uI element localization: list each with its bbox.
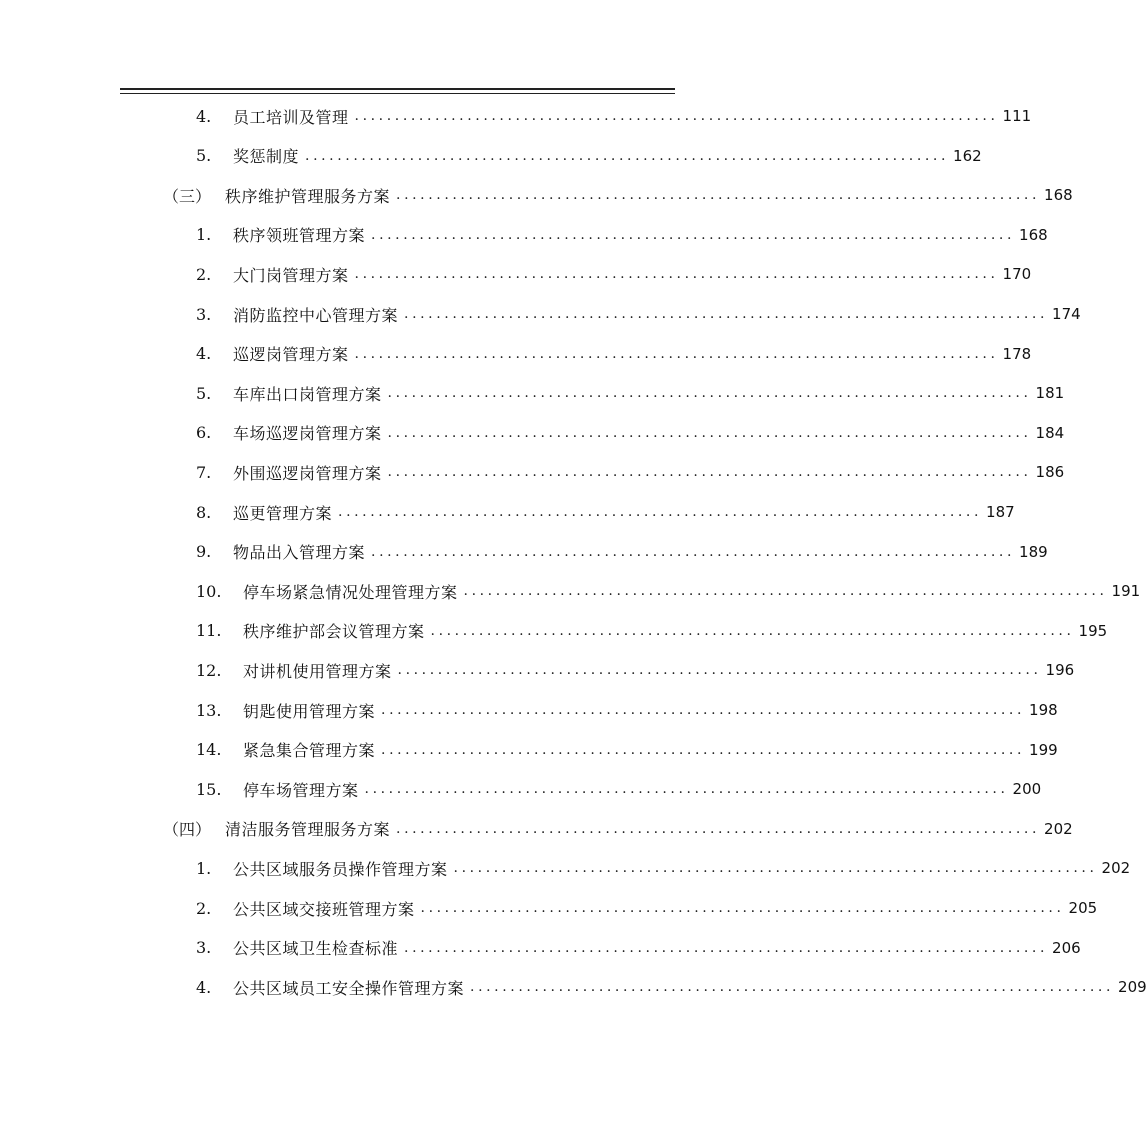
- toc-dot-leader: ................................................................................: [371, 543, 1016, 560]
- toc-dot-leader: ................................................................................: [396, 820, 1041, 837]
- toc-dot-leader: ................................................................................: [381, 741, 1026, 758]
- toc-entry[interactable]: [196, 893, 1098, 923]
- toc-entry-page: 191: [1111, 582, 1141, 601]
- toc-entry[interactable]: [196, 933, 1081, 963]
- toc-entry-title: 物品出入管理方案: [233, 543, 366, 563]
- toc-entry[interactable]: [196, 497, 1015, 527]
- toc-entry[interactable]: [196, 220, 1048, 250]
- toc-dot-leader: ................................................................................: [404, 306, 1049, 322]
- toc-dot-leader: ................................................................................: [354, 266, 999, 283]
- toc-dot-leader: ................................................................................: [396, 187, 1041, 204]
- toc-entry-number: 2.: [196, 898, 212, 918]
- toc-entry-page: 178: [1002, 344, 1032, 363]
- toc-entry-page: 170: [1002, 265, 1032, 284]
- toc-entry-page: 198: [1029, 701, 1058, 719]
- toc-entry[interactable]: [196, 537, 1048, 567]
- toc-dot-leader: ................................................................................: [430, 622, 1075, 639]
- toc-entry-number: （三）: [163, 186, 212, 206]
- toc-entry[interactable]: [196, 616, 1108, 646]
- toc-entry-title: 公共区域交接班管理方案: [233, 899, 415, 919]
- toc-entry[interactable]: [196, 853, 1131, 883]
- toc-entry-title: 清洁服务管理服务方案: [225, 820, 391, 840]
- toc-dot-leader: ................................................................................: [354, 108, 999, 124]
- toc-entry-page: 168: [1044, 186, 1073, 205]
- toc-entry-title: 员工培训及管理: [233, 107, 349, 127]
- toc-entry-number: 8.: [196, 502, 212, 522]
- toc-entry-number: 7.: [196, 462, 212, 482]
- toc-entry[interactable]: [196, 259, 1032, 289]
- toc-entry-number: 3.: [196, 304, 212, 324]
- toc-dot-leader: ................................................................................: [397, 662, 1042, 679]
- toc-entry-title: 车场巡逻岗管理方案: [233, 424, 382, 444]
- toc-dot-leader: ................................................................................: [387, 385, 1032, 402]
- toc-entry-page: 186: [1035, 463, 1065, 482]
- toc-entry-title: 外围巡逻岗管理方案: [233, 463, 382, 483]
- toc-entry-number: 12.: [196, 660, 222, 680]
- toc-entry-number: 11.: [196, 621, 222, 641]
- toc-entry[interactable]: [196, 457, 1065, 487]
- toc-entry-title: 秩序领班管理方案: [233, 226, 366, 246]
- toc-entry-page: 189: [1019, 542, 1048, 561]
- toc-entry-page: 200: [1012, 780, 1042, 799]
- toc-entry-page: 181: [1035, 384, 1065, 403]
- toc-entry-number: 14.: [196, 740, 222, 760]
- toc-entry-number: 6.: [196, 423, 212, 443]
- toc-entry-title: 车库出口岗管理方案: [233, 384, 382, 404]
- toc-entry-page: 187: [986, 503, 1015, 521]
- toc-entry[interactable]: [196, 418, 1065, 448]
- toc-entry-title: 巡逻岗管理方案: [233, 345, 349, 365]
- toc-dot-leader: ................................................................................: [338, 504, 983, 520]
- toc-entry-number: 13.: [196, 700, 222, 720]
- toc-entry-number: 10.: [196, 581, 222, 601]
- toc-dot-leader: ................................................................................: [387, 464, 1032, 481]
- toc-entry[interactable]: [196, 141, 982, 171]
- toc-entry-title: 公共区域卫生检查标准: [233, 939, 399, 959]
- header-rule-thin: [120, 93, 675, 94]
- toc-entry[interactable]: [196, 339, 1032, 369]
- toc-entry-page: 199: [1029, 740, 1058, 759]
- toc-entry-title: 大门岗管理方案: [233, 265, 349, 285]
- toc-entry-page: 205: [1068, 899, 1098, 917]
- toc-entry[interactable]: [196, 101, 1032, 131]
- toc-entry[interactable]: [196, 735, 1058, 765]
- toc-dot-leader: ................................................................................: [381, 702, 1026, 718]
- toc-dot-leader: ................................................................................: [354, 345, 999, 362]
- toc-dot-leader: ................................................................................: [305, 147, 950, 164]
- toc-entry-number: 9.: [196, 542, 212, 562]
- toc-entry-number: 1.: [196, 225, 212, 245]
- toc-entry-number: 15.: [196, 779, 222, 799]
- toc-entry-page: 202: [1101, 859, 1131, 878]
- toc-entry-page: 174: [1052, 305, 1081, 323]
- toc-entry-page: 162: [953, 146, 982, 165]
- toc-dot-leader: ................................................................................: [364, 781, 1009, 798]
- toc-dot-leader: ................................................................................: [463, 583, 1108, 600]
- toc-entry[interactable]: [196, 299, 1081, 329]
- toc-entry[interactable]: [196, 972, 1147, 1002]
- toc-entry-page: 195: [1078, 621, 1108, 640]
- toc-dot-leader: ................................................................................: [387, 424, 1032, 441]
- toc-entry-page: 168: [1019, 225, 1048, 244]
- toc-entry-page: 184: [1035, 423, 1065, 442]
- toc-entry-number: 3.: [196, 938, 212, 958]
- toc-entry-number: 5.: [196, 146, 212, 166]
- toc-entry-title: 秩序维护管理服务方案: [225, 186, 391, 206]
- toc-entry-title: 停车场管理方案: [243, 780, 359, 800]
- toc-entry-title: 秩序维护部会议管理方案: [243, 622, 425, 642]
- toc-entry-page: 196: [1045, 661, 1075, 680]
- toc-entry-number: 4.: [196, 106, 212, 126]
- toc-entry-title: 公共区域员工安全操作管理方案: [233, 978, 465, 998]
- toc-entry[interactable]: [196, 774, 1042, 804]
- toc-entry[interactable]: [196, 695, 1058, 725]
- toc-entry-number: 2.: [196, 264, 212, 284]
- toc-entry-title: 巡更管理方案: [233, 503, 333, 523]
- toc-entry-page: 202: [1044, 819, 1073, 838]
- header-rule-thick: [120, 88, 675, 90]
- toc-entry[interactable]: [163, 814, 1073, 844]
- toc-dot-leader: ................................................................................: [404, 939, 1049, 956]
- toc-entry[interactable]: [196, 378, 1065, 408]
- toc-entry[interactable]: [196, 655, 1075, 685]
- toc-entry-number: 4.: [196, 977, 212, 997]
- toc-entry-page: 206: [1052, 938, 1081, 957]
- toc-dot-leader: ................................................................................: [420, 900, 1065, 916]
- toc-dot-leader: ................................................................................: [453, 860, 1098, 877]
- toc-entry-title: 消防监控中心管理方案: [233, 305, 399, 325]
- toc-entry-title: 公共区域服务员操作管理方案: [233, 859, 448, 879]
- toc-entry-number: 1.: [196, 858, 212, 878]
- toc-entry-number: （四）: [163, 820, 212, 840]
- toc-entry-number: 4.: [196, 344, 212, 364]
- toc-dot-leader: ................................................................................: [470, 979, 1115, 996]
- toc-dot-leader: ................................................................................: [371, 226, 1016, 243]
- toc-entry-title: 奖惩制度: [233, 147, 300, 167]
- toc-entry[interactable]: [196, 576, 1141, 606]
- toc-entry-title: 停车场紧急情况处理管理方案: [243, 582, 458, 602]
- toc-entry-page: 111: [1002, 107, 1032, 125]
- toc-entry-title: 钥匙使用管理方案: [243, 701, 376, 721]
- toc-entry-title: 对讲机使用管理方案: [243, 661, 392, 681]
- toc-entry-page: 209: [1118, 978, 1147, 997]
- toc-entry[interactable]: [163, 180, 1073, 210]
- toc-entry-title: 紧急集合管理方案: [243, 741, 376, 761]
- toc-entry-number: 5.: [196, 383, 212, 403]
